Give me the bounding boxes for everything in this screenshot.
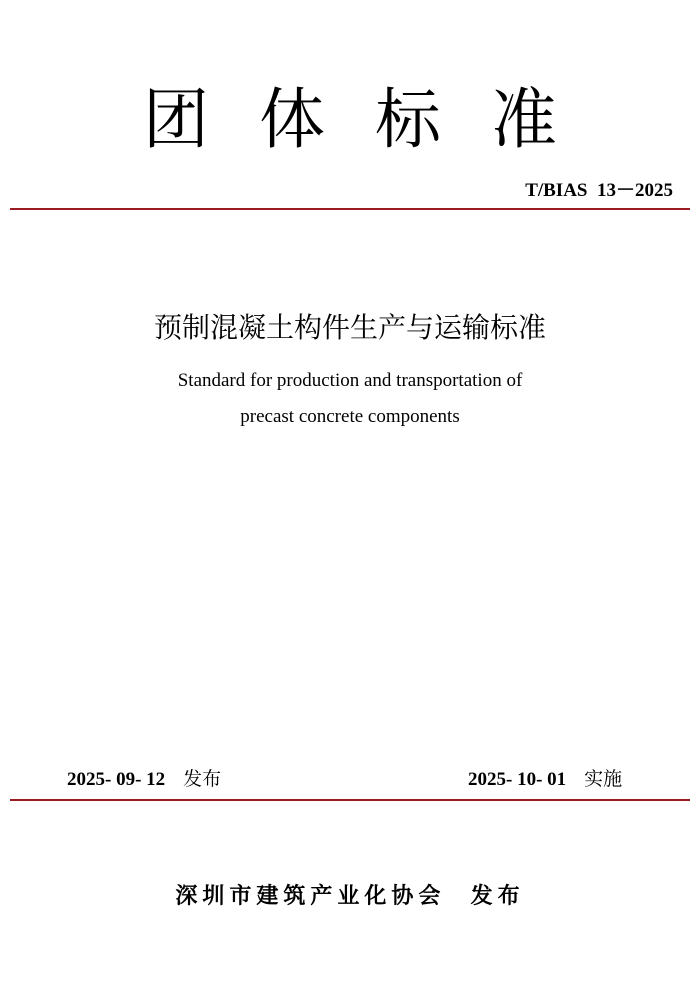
implement-date: 2025- 10- 01 <box>468 769 567 790</box>
title-chinese: 预制混凝土构件生产与运输标准 <box>153 311 546 344</box>
title-english-line-2: precast concrete components <box>240 406 460 427</box>
bottom-divider <box>10 799 690 801</box>
implement-date-block <box>468 767 622 792</box>
standard-number: T/BIAS 13－2025 <box>525 180 673 201</box>
publisher-line: 深圳市建筑产业化协会 发布 <box>175 884 525 909</box>
top-divider <box>10 208 690 210</box>
title-english-line-1: Standard for production and transportation of <box>177 370 523 391</box>
publish-label: 发布 <box>183 768 222 790</box>
implement-label: 实施 <box>584 768 623 790</box>
publish-date: 2025- 09- 12 <box>67 769 166 790</box>
document-type-heading: 团体标准 <box>143 81 607 158</box>
publish-date-block <box>67 767 221 792</box>
